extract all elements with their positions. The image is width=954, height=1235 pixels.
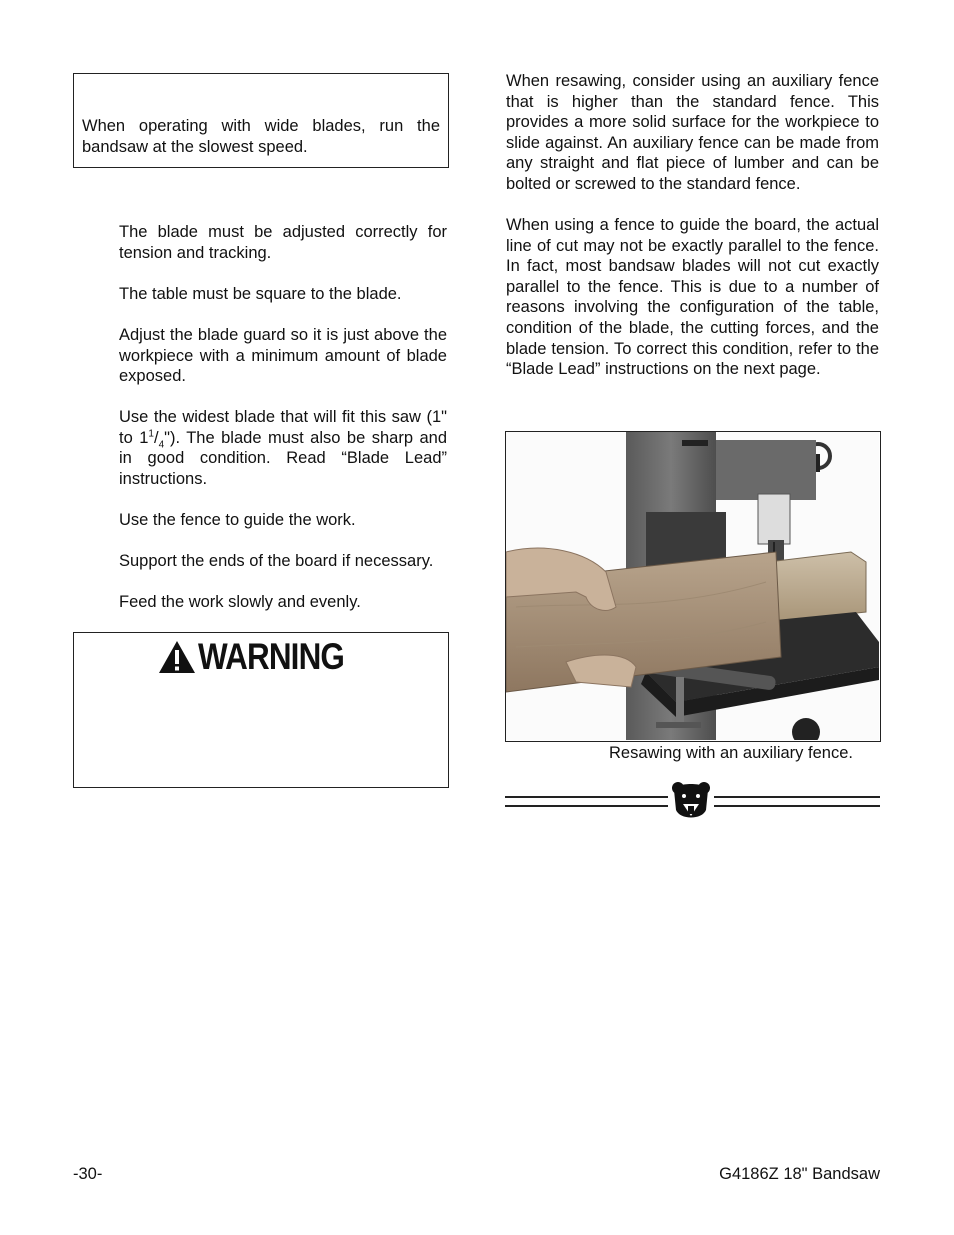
divider-line-right-top	[714, 796, 880, 798]
tip-blade-adjustment: The blade must be adjusted correctly for tension and tracking.	[119, 223, 447, 262]
divider-line-left-top	[505, 796, 668, 798]
warning-header	[158, 635, 370, 677]
tip-support-ends: Support the ends of the board if necessary.	[119, 552, 434, 570]
tip-widest-blade: Use the widest blade that will fit this saw (1" to $1^1/_4$"). The blade must also be sharp and in good condition. Read “Blade Lead” instructions.	[119, 408, 447, 488]
bandsaw-photo-illustration	[506, 432, 879, 740]
divider-line-right-bottom	[714, 805, 880, 807]
figure-caption: Resawing with an auxiliary fence.	[609, 744, 853, 762]
resawing-photo	[505, 431, 881, 742]
blade-lead-paragraph: When using a fence to guide the board, the actual line of cut may not be exactly parallel to the fence. In fact, most bandsaw blades will not cut exactly parallel to the fence. This is due to a number of reasons involving the configuration of the table, condition of the blade, the cutting forces, and the blade tension. To correct this condition, refer to the “Blade Lead” instructions on the next page.	[506, 216, 879, 379]
tip-use-fence: Use the fence to guide the work.	[119, 511, 356, 529]
warning-title: WARNING	[198, 635, 345, 677]
resaw-paragraph: When resawing, consider using an auxiliary fence that is higher than the standard fence. This provides a more solid surface for the workpiece to slide against. An auxiliary fence can be made from any straight and flat piece of lumber and can be bolted or screwed to the standard fence.	[506, 72, 879, 193]
tip-blade-guard: Adjust the blade guard so it is just above the workpiece with a minimum amount of blade exposed.	[119, 326, 447, 386]
tip-table-square: The table must be square to the blade.	[119, 285, 402, 303]
bear-logo-icon	[670, 780, 712, 824]
note-text: When operating with wide blades, run the bandsaw at the slowest speed.	[82, 117, 440, 156]
footer-model: G4186Z 18" Bandsaw	[719, 1165, 880, 1183]
tip-feed-slowly: Feed the work slowly and evenly.	[119, 593, 361, 611]
warning-triangle-icon	[158, 640, 196, 674]
note-box	[73, 73, 449, 168]
page-number: -30-	[73, 1165, 103, 1183]
divider-line-left-bottom	[505, 805, 668, 807]
